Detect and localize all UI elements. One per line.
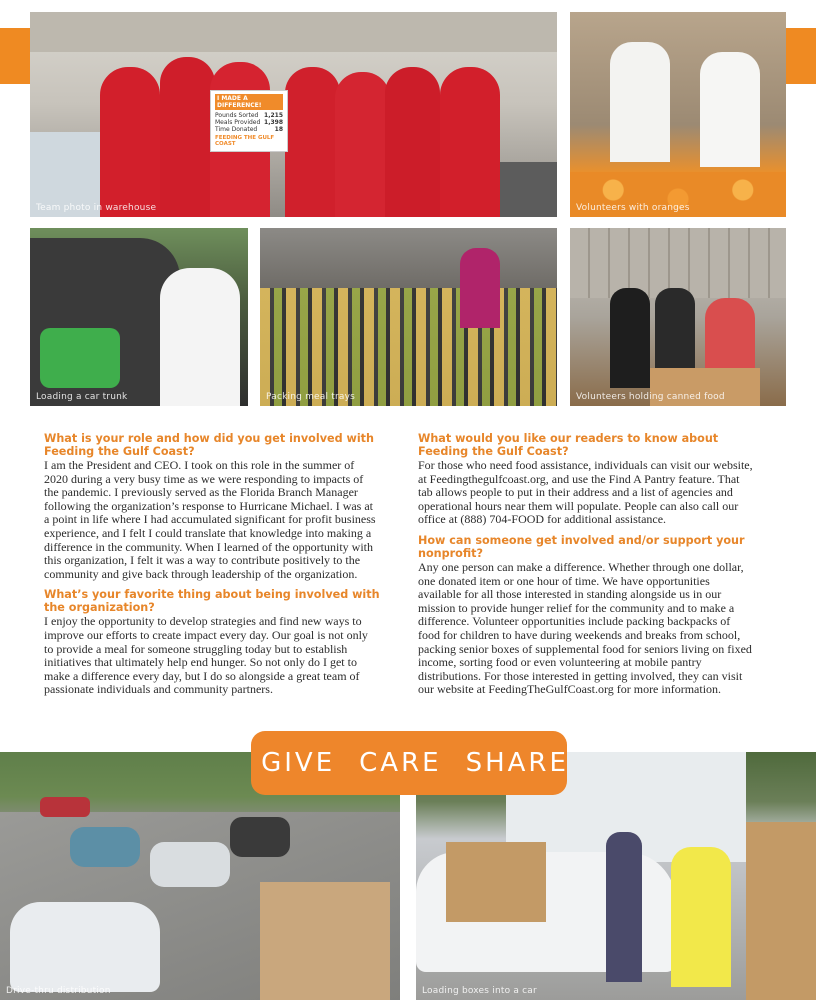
answer-paragraph: I enjoy the opportunity to develop strategies and find new ways to improve our efforts to create impact every day. Our goal is not only to provide a meal for someone struggling today but to establish initiatives that ultimately help end hunger. So not only do I get to make a difference every day, but I do so alongside a great team of passionate individuals and community partners. [44,614,368,697]
left-accent-tab [0,28,30,84]
banner-share: SHARE [465,748,569,778]
oranges-photo [570,12,786,217]
difference-sign [210,90,288,152]
question-heading: What is your role and how did you get involved with Feeding the Gulf Coast? [44,432,374,458]
answer-paragraph: For those who need food assistance, individuals can visit our website, at Feedingthegulfcoast.org, and use the Find A Pantry feature. That tab allows people to put in their address and a list of agencies and operational hours near them will populate. People can also call our office at (888) 704-FOOD for additional assistance. [418,458,753,527]
photo-caption: Team photo in warehouse [36,203,157,213]
left-text-column [44,432,380,704]
question-heading: What would you like our readers to know about Feeding the Gulf Coast? [418,432,719,458]
photo-caption: Loading a car trunk [36,392,128,402]
warehouse-cans-photo [570,228,786,406]
photo-caption: Packing meal trays [266,392,356,402]
right-accent-tab [786,28,816,84]
sign-row: Pounds Sorted 1,215 [215,112,283,119]
sign-brand: FEEDING THE GULF COAST [215,135,275,147]
give-care-share-banner [251,731,567,795]
sign-row: Meals Provided 1,398 [215,119,283,126]
photo-caption: Drive-thru distribution [6,986,111,996]
question-heading: How can someone get involved and/or support your nonprofit? [418,533,745,560]
meal-trays-photo [260,228,557,406]
photo-caption: Loading boxes into a car [422,986,537,996]
answer-paragraph: I am the President and CEO. I took on this role in the summer of 2020 during a very busy time as we were responding to impacts of the pandemic. I previously served as the Florida Branch Manager following the organization’s response to Hurricane Michael. I was at a point in life where I had accumulated significant for profit business experience, and I felt I could translate that knowledge into making a difference in the community. When I learned of the opportunity with this organization, I felt it was a way to contribute positively to the community and give back through leadership of the organization. [44,458,376,581]
question-heading: What’s your favorite thing about being involved with the organization? [44,588,380,615]
sign-row: Time Donated 18 [215,126,283,133]
banner-care: CARE [359,748,442,778]
banner-give: GIVE [261,748,336,778]
team-photo [30,12,557,217]
sign-title: I MADE A DIFFERENCE! [215,94,283,110]
answer-paragraph: Any one person can make a difference. Whether through one dollar, one donated item or one hour of time. We have opportunities available for all those interested in standing alongside us in our mission to provide hunger relief for the community and to make a difference. Volunteer opportunities include packing backpacks of food for children to have during weekends and breaks from school, packing senior boxes of supplemental food for seniors living on fixed income, sorting food or even volunteering at mobile pantry distributions. For those interested in getting involved, they can visit our website at FeedingTheGulfCoast.org for more information. [418,559,752,697]
car-trunk-photo [30,228,248,406]
photo-caption: Volunteers holding canned food [576,392,725,402]
photo-caption: Volunteers with oranges [576,203,690,213]
right-text-column [418,432,754,704]
